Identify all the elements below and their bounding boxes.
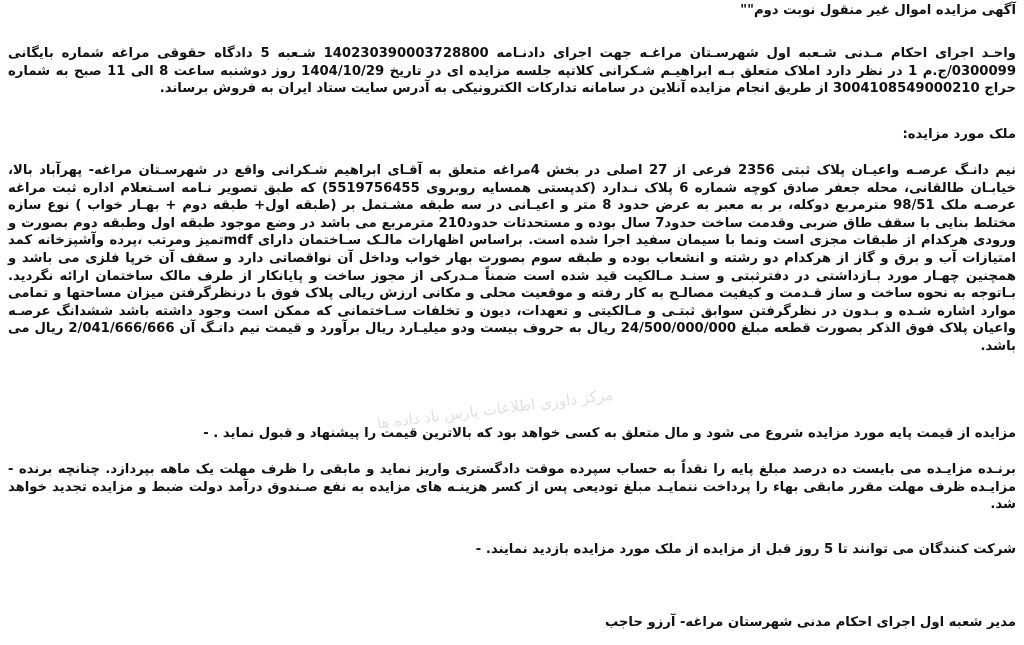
property-section-heading: ملک مورد مزایده: (902, 127, 1016, 142)
visit-paragraph: شرکت کنندگان می توانند تا 5 روز قبل از مزایده از ملک مورد مزایده بازدید نمایند. - (475, 542, 1016, 557)
watermark: مرکز داوری اطلاعات پارس ناد داده ها (375, 385, 615, 433)
winner-payment-paragraph: برنـده مزایـده می بایست ده درصد مبلغ پایه را نقداً به حساب سپرده موقت دادگستری واریز نماید و مابقی را ظرف مهلت یک ماهه بپردازد. چنانچه برنده - مزایـده ظرف مهلت مقرر مابقی بهاء را پرداخت ننمایـد مبلغ تودیعی پس از کسر هزینـه های مزایده به نفع صـندوق درآمد دولت ضبط و مزایده تجدید خواهد شد. (8, 462, 1016, 513)
notice-title: آگهی مزایده اموال غیر منقول نوبت دوم"" (740, 3, 1016, 18)
auction-start-paragraph: مزایده از قیمت پایه مورد مزایده شروع می شود و مال متعلق به کسی خواهد بود که بالاترین قیمت را پیشنهاد و قبول نماید . - (203, 426, 1016, 441)
signature-line: مدیر شعبه اول اجرای احکام مدنی شهرستان مراغه- آرزو حاجب (604, 615, 1016, 630)
property-description-paragraph: نیم دانـگ عرصـه واعیـان پلاک ثبتی 2356 فرعی از 27 اصلی در بخش 4مراغه متعلق به آقـای ابراهیم شـکرانی واقع در شهرسـتان مراغه- پهرآباد بالا، خیابـان طالقانی، محله جعفر صادق کوچه شماره 6 پلاک نـدارد (کدپستی همسایه روبروی 5519756455) که طبق تصویر نـامه اسـتعلام اداره ثبت مراغه عرصـه ملک 98/51 مترمربع دوکله، بر به معبر به عرض حدود 8 متر و اعیـانی در سه طبقه مشـتمل بر (طبقه اول+ طبقه دوم + بهـار خواب ) نوع سازه مختلط بنایی با سقف طاق ضربی وقدمت ساخت حدود7 سال بوده و مستحدثات حدود210 مترمربع می باشد در وضع موجود طبقه اول وطبقه دوم بصورت و ورودی هرکدام از طبقات مجزی است ونما با سیمان سفید اجرا شده است. براساس اظهارات مالـک سـاختمان دارای mdfتمیز ومرتب ،پرده وآشپزخانه کمد امتیازات آب و برق و گاز از هرکدام دو رشته و انشعاب بوده و طبقه سوم بصورت بهار خواب وداخل آن نواقصاتی دارد و سقف آن خرپا فلزی می باشد و همچنین چهـار مورد بـازداشتی در دفترثبتی و سنـد مـالکیت قید شده است ضمناً مـدرکی از مجوز ساخت و پایانکار از طرف مالک ساختمان ارائه نگردید. بـاتوجه به نحوه ساخت و ساز قـدمت و کیفیت مصالـح به کار رفته و موقعیت محلی و مکانی ارزش ریالی پلاک فوق با درنظرگرفتن میزان مساحتها و تمامی موارد اشاره شـده و بـدون در نظرگرفتن سوابق ثبتـی و مـالکیتی و تعهدات، دیون و تخلفات سـاختمانی که ممکن است وجود داشته باشد ششدانگ عرصـه واعیان پلاک فوق الذکر بصورت قطعه مبلغ 24/500/000/000 ریال به حروف بیست ودو میلیـارد ریال برآورد و قیمت نیم دانـگ آن 2/041/666/666 ریال می باشد. (8, 163, 1017, 354)
intro-paragraph: واحـد اجرای احکام مـدنی شـعبه اول شهرسـتان مراغـه جهت اجرای دادنـامه 140230390003728800 شـعبه 5 دادگاه حقوقی مراغه شماره بایگانی 0300099/ج.م 1 در نظر دارد املاک متعلق بـه ابراهیـم شـکرانی کلاتپه جلسه مزایده ای در تاریخ 1404/10/29 روز دوشنبه ساعت 8 الی 11 صبح به شماره حراج 300410854900021​0 از طریق انجام مزایده آنلاین در سامانه تدارکات الکترونیکی به آدرس سایت ستاد ایران به فروش برساند. (8, 46, 1016, 97)
